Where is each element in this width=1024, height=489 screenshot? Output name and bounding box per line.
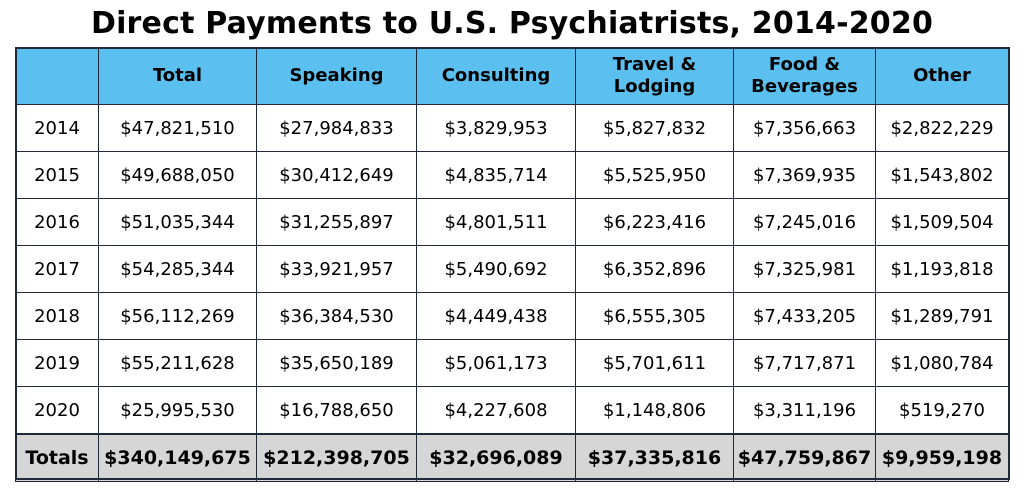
header-cell-speaking: Speaking: [257, 48, 417, 105]
cell-other: $1,289,791: [876, 293, 1009, 340]
year-cell: 2020: [16, 387, 99, 435]
chart-title: Direct Payments to U.S. Psychiatrists, 2014-2020: [90, 6, 934, 41]
year-cell: 2016: [16, 199, 99, 246]
cell-consulting: $4,801,511: [417, 199, 576, 246]
cell-food-beverages: $7,356,663: [734, 105, 876, 152]
cell-consulting: $4,835,714: [417, 152, 576, 199]
year-cell: 2018: [16, 293, 99, 340]
totals-row: [16, 434, 1009, 482]
totals-cell-total: $340,149,675: [99, 434, 257, 482]
year-cell: 2014: [16, 105, 99, 152]
cell-travel-lodging: $5,701,611: [576, 340, 734, 387]
cell-speaking: $35,650,189: [257, 340, 417, 387]
cell-travel-lodging: $5,525,950: [576, 152, 734, 199]
cell-travel-lodging: $5,827,832: [576, 105, 734, 152]
header-row: [16, 48, 1009, 105]
cell-consulting: $5,490,692: [417, 246, 576, 293]
table-row: [16, 152, 1009, 199]
cell-other: $1,543,802: [876, 152, 1009, 199]
header-cell-other: Other: [876, 48, 1009, 105]
cell-total: $25,995,530: [99, 387, 257, 435]
cell-total: $56,112,269: [99, 293, 257, 340]
cell-consulting: $4,449,438: [417, 293, 576, 340]
cell-food-beverages: $7,325,981: [734, 246, 876, 293]
cell-consulting: $3,829,953: [417, 105, 576, 152]
cell-food-beverages: $7,245,016: [734, 199, 876, 246]
totals-label: Totals: [16, 434, 99, 482]
cell-speaking: $27,984,833: [257, 105, 417, 152]
totals-cell-travel-lodging: $37,335,816: [576, 434, 734, 482]
cell-food-beverages: $7,369,935: [734, 152, 876, 199]
cell-speaking: $16,788,650: [257, 387, 417, 435]
cell-other: $1,080,784: [876, 340, 1009, 387]
totals-cell-other: $9,959,198: [876, 434, 1009, 482]
header-cell-travel-lodging: Travel & Lodging: [576, 48, 734, 105]
cell-travel-lodging: $6,555,305: [576, 293, 734, 340]
cell-total: $51,035,344: [99, 199, 257, 246]
year-cell: 2019: [16, 340, 99, 387]
table-row: [16, 340, 1009, 387]
totals-cell-food-beverages: $47,759,867: [734, 434, 876, 482]
cell-other: $1,509,504: [876, 199, 1009, 246]
cell-food-beverages: $3,311,196: [734, 387, 876, 435]
table-row: [16, 246, 1009, 293]
cell-other: $1,193,818: [876, 246, 1009, 293]
cell-other: $2,822,229: [876, 105, 1009, 152]
totals-cell-speaking: $212,398,705: [257, 434, 417, 482]
payments-table: [15, 47, 1009, 482]
cell-consulting: $4,227,608: [417, 387, 576, 435]
cell-total: $54,285,344: [99, 246, 257, 293]
header-cell-total: Total: [99, 48, 257, 105]
year-cell: 2015: [16, 152, 99, 199]
cell-travel-lodging: $6,223,416: [576, 199, 734, 246]
cell-speaking: $33,921,957: [257, 246, 417, 293]
cell-speaking: $30,412,649: [257, 152, 417, 199]
totals-cell-consulting: $32,696,089: [417, 434, 576, 482]
cell-food-beverages: $7,717,871: [734, 340, 876, 387]
cell-total: $55,211,628: [99, 340, 257, 387]
header-cell-consulting: Consulting: [417, 48, 576, 105]
cell-speaking: $31,255,897: [257, 199, 417, 246]
cell-speaking: $36,384,530: [257, 293, 417, 340]
cell-consulting: $5,061,173: [417, 340, 576, 387]
header-cell-food-beverages: Food & Beverages: [734, 48, 876, 105]
header-cell-year: [16, 48, 99, 105]
cell-other: $519,270: [876, 387, 1009, 435]
cell-total: $49,688,050: [99, 152, 257, 199]
table-body: [16, 105, 1009, 435]
cell-food-beverages: $7,433,205: [734, 293, 876, 340]
table-row: [16, 199, 1009, 246]
year-cell: 2017: [16, 246, 99, 293]
table-row: [16, 105, 1009, 152]
table-row: [16, 387, 1009, 435]
cell-total: $47,821,510: [99, 105, 257, 152]
cell-travel-lodging: $1,148,806: [576, 387, 734, 435]
cell-travel-lodging: $6,352,896: [576, 246, 734, 293]
table-row: [16, 293, 1009, 340]
